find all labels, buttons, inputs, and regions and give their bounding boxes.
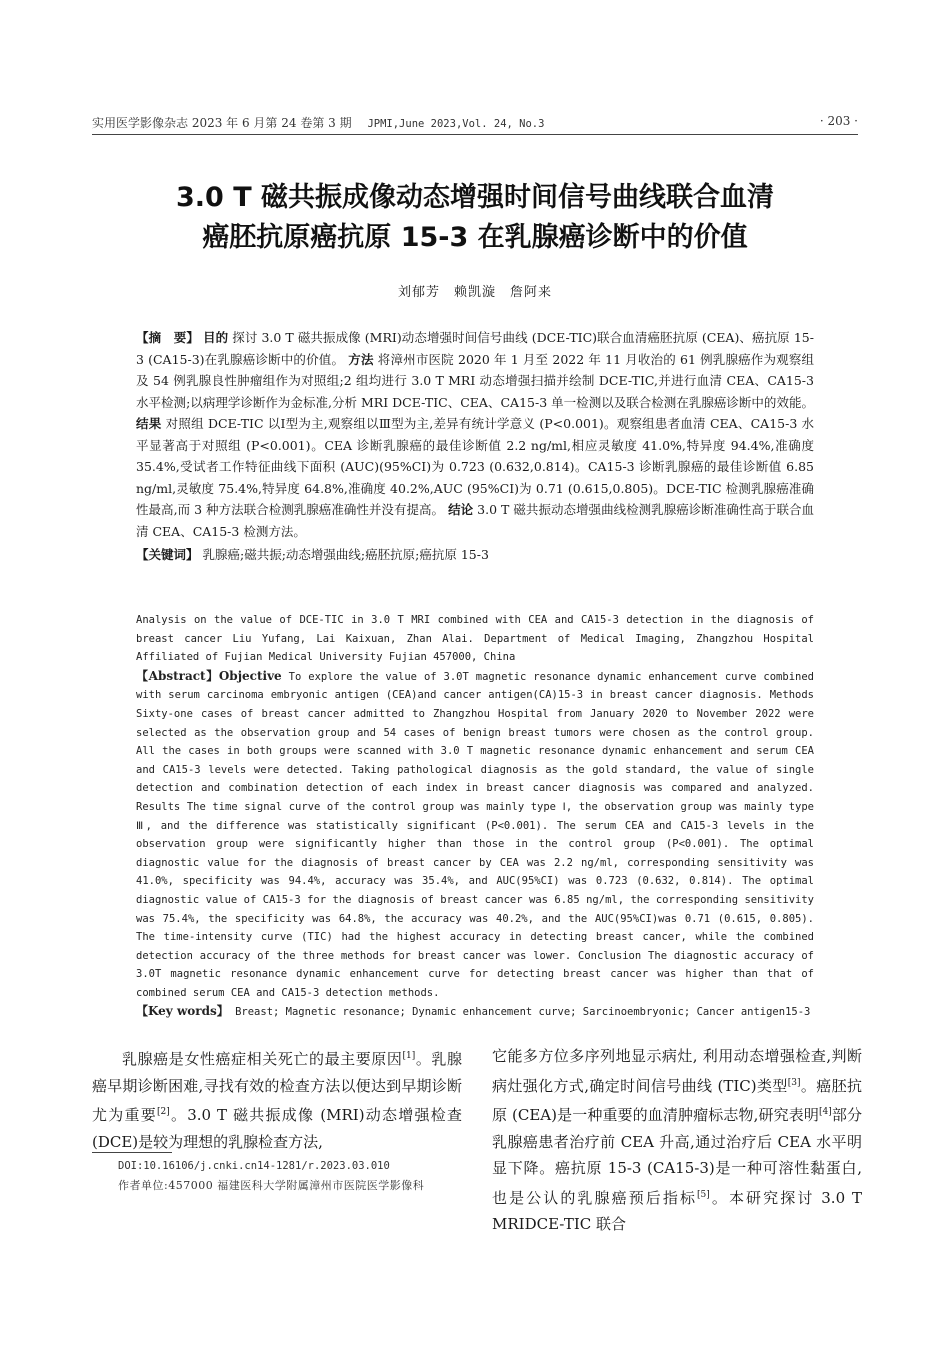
abstract-paragraph bbox=[136, 327, 814, 542]
english-keywords-label: 【Key words】 bbox=[136, 1004, 229, 1019]
objective-label: 目的 bbox=[203, 330, 229, 345]
body-text-span: 。癌胚抗原 (CEA)是一种重要的血清肿瘤标志物,研究表明 bbox=[492, 1076, 862, 1124]
footnote-divider bbox=[92, 1152, 172, 1153]
english-keywords-text: Breast; Magnetic resonance; Dynamic enhancement curve; Sarcinoembryonic; Cancer antigen15-3 bbox=[235, 1006, 811, 1019]
body-text-span: 。3.0 T 磁共振成像 (MRI)动态增强检查 (DCE)是较为理想的乳腺检查方法, bbox=[92, 1106, 462, 1151]
page-number: · 203 · bbox=[819, 114, 858, 128]
abstract-label: 【摘 要】 bbox=[136, 330, 199, 345]
results-label: 结果 bbox=[136, 416, 162, 431]
chinese-abstract bbox=[136, 327, 814, 566]
body-text-span: 它能多方位多序列地显示病灶, 利用动态增强检查,判断病灶强化方式,确定时间信号曲线 (TIC)类型 bbox=[492, 1047, 862, 1095]
english-abstract-paragraph bbox=[136, 667, 814, 1003]
journal-info bbox=[92, 114, 544, 131]
body-text bbox=[92, 1043, 860, 1243]
english-abstract bbox=[136, 611, 814, 1022]
journal-name-en: JPMI,June 2023,Vol. 24, No.3 bbox=[367, 118, 545, 130]
keywords-text: 乳腺癌;磁共振;动态增强曲线;癌胚抗原;癌抗原 15-3 bbox=[202, 547, 489, 562]
keywords-line bbox=[136, 544, 814, 566]
body-column-left bbox=[92, 1043, 462, 1155]
author-affiliation: 作者单位:457000 福建医科大学附属漳州市医院医学影像科 bbox=[118, 1179, 425, 1192]
methods-text: 将漳州市医院 2020 年 1 月至 2022 年 11 月收治的 61 例乳腺癌作为观察组及 54 例乳腺良性肿瘤组作为对照组;2 组均进行 3.0 T MRI 动态增强扫描并绘制 DCE-TIC,并进行血清 CEA、CA15-3 水平检测;以病理学诊断作为金标准,分析 MRI DCE-TIC、CEA、CA15-3 单一检测以及联合检测在乳腺癌诊断中的效能。 bbox=[136, 351, 814, 410]
conclusion-text: 3.0 T 磁共振动态增强曲线检测乳腺癌诊断准确性高于联合血清 CEA、CA15-3 检测方法。 bbox=[136, 502, 815, 539]
citation-ref[interactable]: [3] bbox=[787, 1077, 801, 1088]
body-text-span: 。本研究探讨 3.0 T MRIDCE-TIC 联合 bbox=[492, 1188, 862, 1233]
title-line-1: 3.0 T 磁共振成像动态增强时间信号曲线联合血清 bbox=[175, 182, 775, 213]
body-paragraph bbox=[92, 1043, 462, 1155]
conclusion-label: 结论 bbox=[448, 502, 474, 517]
english-title-line: Analysis on the value of DCE-TIC in 3.0 T MRI combined with CEA and CA15-3 detection in the diagnosis of breast cancer Liu Yufang, Lai Kaixuan, Zhan Alai. Department of Medical Imaging, Zhangzhou Hospital Affiliated of Fujian Medical University Fujian 457000, China bbox=[136, 614, 814, 664]
authors: 刘郁芳 赖凯漩 詹阿来 bbox=[397, 285, 552, 300]
doi[interactable]: DOI:10.16106/j.cnki.cn14-1281/r.2023.03.010 bbox=[118, 1160, 390, 1172]
keywords-label: 【关键词】 bbox=[136, 547, 199, 562]
journal-name-cn: 实用医学影像杂志 2023 年 6 月第 24 卷第 3 期 bbox=[92, 116, 352, 130]
english-keywords-line bbox=[136, 1002, 814, 1022]
body-column-right bbox=[492, 1043, 862, 1238]
citation-ref[interactable]: [4] bbox=[818, 1107, 832, 1117]
footnotes bbox=[92, 1156, 467, 1196]
results-text: 对照组 DCE-TIC 以Ⅰ型为主,观察组以Ⅲ型为主,差异有统计学意义 (P<0.001)。观察组患者血清 CEA、CA15-3 水平显著高于对照组 (P<0.001)。CEA 诊断乳腺癌的最佳诊断值 2.2 ng/ml,相应灵敏度 41.0%,特异度 94.4%,准确度 35.4%,受试者工作特征曲线下面积 (AUC)(95%CI)为 0.723 (0.632,0.814)。CA15-3 诊断乳腺癌的最佳诊断值 6.85 ng/ml,灵敏度 75.4%,特异度 64.8%,准确度 40.2%,AUC (95%CI)为 0.71 (0.615,0.805)。DCE-TIC 检测乳腺癌准确性最高,而 3 种方法联合检测乳腺癌准确性并没有提高。 bbox=[136, 416, 814, 517]
methods-label: 方法 bbox=[348, 351, 374, 367]
running-header bbox=[92, 112, 858, 135]
english-abstract-text: To explore the value of 3.0T magnetic resonance dynamic enhancement curve combined with serum carcinoma embryonic antigen (CEA)and cancer antigen(CA)15-3 in breast cancer diagnosis. Methods Sixty-one cases of breast cancer admitted to Zhangzhou Hospital from January 2020 to November 2022 were selected as the observation group and 54 cases of benign breast tumors were chosen as the control group. All the cases in both groups were scanned with 3.0 T magnetic resonance dynamic enhancement and serum CEA and CA15-3 levels were detected. Taking pathological diagnosis as the gold standard, the value of single detection and combination detection of each index in breast cancer diagnosis was compared and analyzed. Results The time signal curve of the control group was mainly type Ⅰ, the observation group was mainly type Ⅲ, and the difference was statistically significant (P<0.001). The serum CEA and CA15-3 levels in the observation group were significantly higher than those in the control group (P<0.001). The optimal diagnostic value for the diagnosis of breast cancer by CEA was 2.2 ng/ml, corresponding sensitivity was 41.0%, specificity was 94.4%, accuracy was 35.4%, and AUC(95%CI) was 0.723 (0.632, 0.814). The optimal diagnostic value of CA15-3 for the diagnosis of breast cancer was 6.85 ng/ml, the corresponding sensitivity was 75.4%, the specificity was 64.8%, the accuracy was 40.2%, and the AUC(95%CI)was 0.71 (0.615, 0.805). The time-intensity curve (TIC) had the highest accuracy in detecting breast cancer, while the combined detection accuracy of the three methods for breast cancer was lower. Conclusion The diagnostic accuracy of 3.0T magnetic resonance dynamic enhancement curve for detecting breast cancer was higher than that of combined serum CEA and CA15-3 detection methods. bbox=[136, 670, 814, 999]
english-abstract-label: 【Abstract】Objective bbox=[136, 668, 282, 683]
citation-ref[interactable]: [1] bbox=[402, 1051, 416, 1061]
body-text-span: 部分乳腺癌患者治疗前 CEA 升高,通过治疗后 CEA 水平明显下降。癌抗原 15-3 (CA15-3)是一种可溶性黏蛋白,也是公认的乳腺癌预后指标 bbox=[492, 1106, 862, 1207]
citation-ref[interactable]: [2] bbox=[156, 1107, 170, 1117]
body-paragraph bbox=[492, 1043, 862, 1238]
title-line-2: 癌胚抗原癌抗原 15-3 在乳腺癌诊断中的价值 bbox=[202, 222, 748, 253]
article-title bbox=[100, 178, 850, 258]
citation-ref[interactable]: [5] bbox=[697, 1189, 710, 1200]
body-text-span: 。乳腺癌早期诊断困难,寻找有效的检查方法以便达到早期诊断尤为重要 bbox=[92, 1050, 462, 1124]
objective-text: 探讨 3.0 T 磁共振成像 (MRI)动态增强时间信号曲线 (DCE-TIC)联合血清癌胚抗原 (CEA)、癌抗原 15-3 (CA15-3)在乳腺癌诊断中的价值。 bbox=[136, 330, 814, 367]
body-text-span: 乳腺癌是女性癌症相关死亡的最主要原因 bbox=[122, 1050, 403, 1068]
